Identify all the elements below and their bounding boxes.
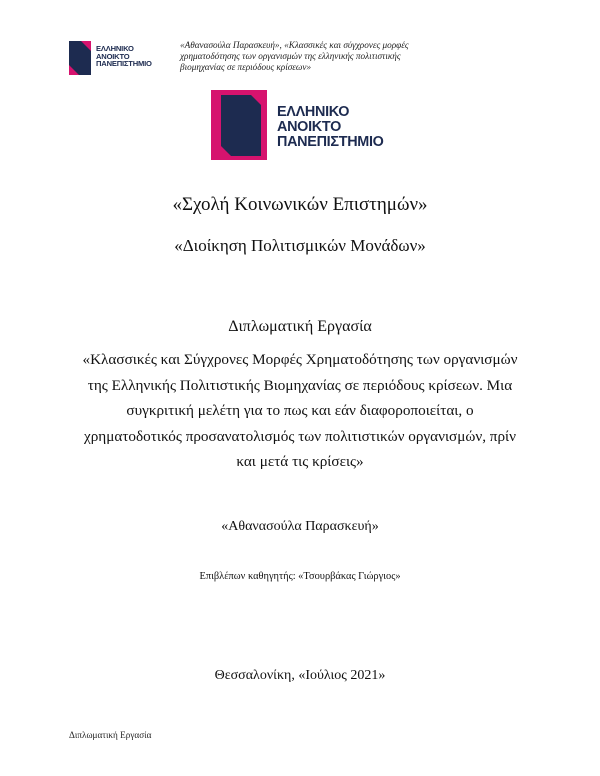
header-university-logo (69, 41, 164, 75)
running-head-line-3: βιομηχανίας σε περιόδους κρίσεων» (180, 62, 312, 72)
thesis-title-line-4: χρηματοδοτικός προσανατολισμός των πολιτιστικών οργανισμών, πρίν (83, 427, 517, 445)
main-logo-line-2: ΑΝΟΙΚΤΟ (277, 119, 341, 135)
supervisor: Επιβλέπων καθηγητής: «Τσουρβάκας Γιώργιος» (199, 571, 401, 582)
school-title: «Σχολή Κοινωνικών Επιστημών» (172, 194, 428, 215)
thesis-title-line-5: και μετά τις κρίσεις» (236, 453, 364, 470)
header-logo-line-3: ΠΑΝΕΠΙΣΤΗΜΙΟ (96, 59, 152, 69)
department-title: «Διοίκηση Πολιτισμικών Μονάδων» (174, 236, 426, 255)
main-logo-text (277, 105, 384, 150)
author-name: «Αθανασούλα Παρασκευή» (221, 519, 379, 534)
main-university-logo (211, 90, 391, 160)
main-logo-line-1: ΕΛΛΗΝΙΚΟ (277, 104, 350, 120)
running-head (180, 40, 470, 73)
thesis-title-line-3: συγκριτική μελέτη για το πως και εάν διαφοροποιείται, ο (126, 402, 474, 419)
main-logo-line-3: ΠΑΝΕΠΙΣΤΗΜΙΟ (277, 134, 384, 150)
place-date: Θεσσαλονίκη, «Ιούλιος 2021» (214, 668, 386, 683)
thesis-title-line-2: της Ελληνικής Πολιτιστικής Βιομηχανίας σε περιόδους κρίσεων. Μια (87, 376, 513, 394)
page-footer: Διπλωματική Εργασία (69, 730, 152, 740)
thesis-title (60, 347, 540, 475)
header-logo-line-1: ΕΛΛΗΝΙΚΟ (96, 44, 134, 53)
header-logo-line-2: ΑΝΟΙΚΤΟ (96, 51, 130, 61)
thesis-title-line-1: «Κλασσικές και Σύγχρονες Μορφές Χρηματοδότησης των οργανισμών (82, 351, 518, 368)
running-head-line-1: «Αθανασούλα Παρασκευή», «Κλασσικές και σύγχρονες μορφές (180, 40, 409, 50)
running-head-line-2: χρηματοδότησης των οργανισμών της ελληνικής πολιτιστικής (180, 51, 401, 61)
thesis-label: Διπλωματική Εργασία (228, 318, 372, 335)
header-logo-text (96, 45, 152, 68)
